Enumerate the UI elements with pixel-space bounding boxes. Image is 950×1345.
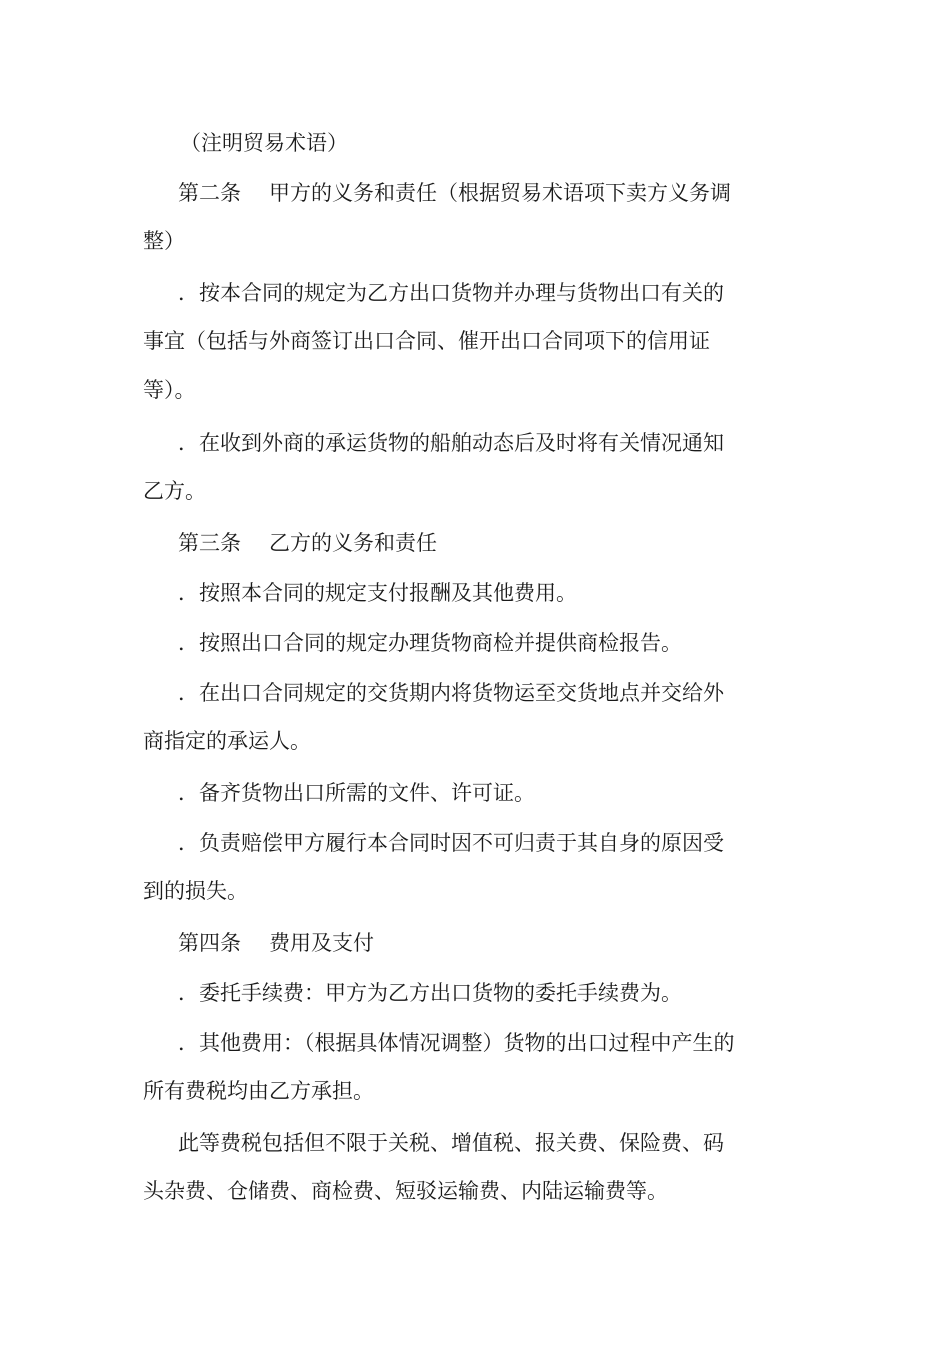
article-2-item-2: ．在收到外商的承运货物的船舶动态后及时将有关情况通知 (178, 431, 724, 455)
article-4-paragraph: 此等费税包括但不限于关税、增值税、报关费、保险费、码 (178, 1131, 724, 1155)
article-3-item-3: ．在出口合同规定的交货期内将货物运至交货地点并交给外 (178, 681, 724, 705)
article-3-item-3-cont: 商指定的承运人。 (143, 729, 311, 753)
article-3-item-1: ．按照本合同的规定支付报酬及其他费用。 (178, 581, 577, 605)
article-4-title: 费用及支付 (269, 931, 374, 955)
article-3-title: 乙方的义务和责任 (269, 531, 437, 555)
article-3-heading (178, 528, 437, 558)
article-2-heading-cont: 整） (143, 229, 185, 253)
article-3-item-4: ．备齐货物出口所需的文件、许可证。 (178, 781, 535, 805)
article-3-item-2: ．按照出口合同的规定办理货物商检并提供商检报告。 (178, 631, 682, 655)
article-4-item-2: ．其他费用：（根据具体情况调整）货物的出口过程中产生的 (178, 1031, 735, 1055)
article-3-item-5: ．负责赔偿甲方履行本合同时因不可归责于其自身的原因受 (178, 831, 724, 855)
article-3-number: 第三条 (178, 531, 241, 555)
article-4-item-2-cont: 所有费税均由乙方承担。 (143, 1079, 374, 1103)
article-2-item-1-end: 等）。 (143, 378, 196, 402)
article-2-title: 甲方的义务和责任（根据贸易术语项下卖方义务调 (269, 181, 731, 205)
article-4-heading (178, 928, 374, 958)
article-4-number: 第四条 (178, 931, 241, 955)
trade-term-note: （注明贸易术语） (180, 131, 348, 155)
article-2-item-1: ．按本合同的规定为乙方出口货物并办理与货物出口有关的 (178, 281, 724, 305)
article-2-heading (178, 178, 731, 208)
article-4-paragraph-cont: 头杂费、仓储费、商检费、短驳运输费、内陆运输费等。 (143, 1179, 668, 1203)
article-2-item-2-cont: 乙方。 (143, 479, 206, 503)
article-3-item-5-cont: 到的损失。 (143, 879, 248, 903)
article-2-item-1-cont: 事宜（包括与外商签订出口合同、催开出口合同项下的信用证 (143, 329, 710, 353)
article-4-item-1: ．委托手续费：甲方为乙方出口货物的委托手续费为。 (178, 981, 682, 1005)
article-2-number: 第二条 (178, 181, 241, 205)
